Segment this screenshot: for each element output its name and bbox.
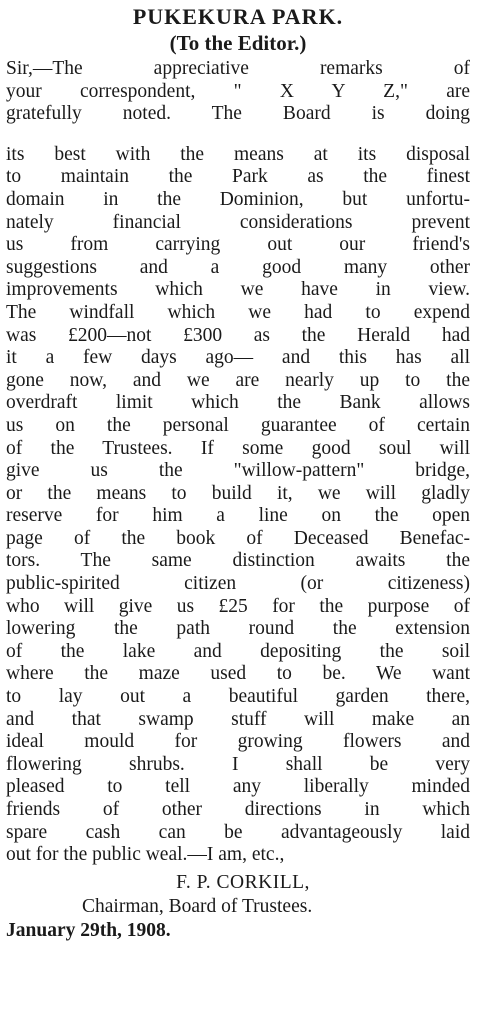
text-line: friends of other directions in which — [6, 799, 470, 820]
headline: PUKEKURA PARK. — [132, 4, 344, 29]
text-line: public-spirited citizen (or citizeness) — [6, 573, 470, 595]
column-break — [6, 126, 470, 144]
signature-title: Chairman, Board of Trustees. — [82, 895, 313, 917]
text-line: to maintain the Park as the finest — [6, 166, 470, 188]
text-line: flowering shrubs. I shall be very — [6, 753, 470, 775]
text-line: of the lake and depositing the soil — [6, 640, 470, 662]
text-line: and that swamp stuff will make an — [6, 708, 470, 730]
text-line: gratefully noted. The Board is doing — [6, 103, 470, 125]
text-line: where the maze used to be. We want — [6, 663, 470, 685]
text-line: lowering the path round the extension — [6, 618, 470, 640]
text-line: ideal mould for growing flowers and — [6, 731, 470, 753]
text-line: was £200—not £300 as the Herald had — [6, 324, 470, 346]
text-line: your correspondent, " X Y Z," are — [6, 80, 470, 102]
text-line: nately financial considerations prevent — [6, 211, 470, 233]
text-line: us from carrying out our friend's — [6, 234, 470, 256]
subheadline: (To the Editor.) — [169, 31, 307, 55]
text-line: domain in the Dominion, but unfortu- — [6, 188, 470, 210]
text-line: gone now, and we are nearly up to the — [6, 369, 470, 391]
text-line: spare cash can be advantageously laid — [6, 821, 470, 843]
text-line: tors. The same distinction awaits the — [6, 550, 470, 572]
letter-body-second-block — [6, 144, 470, 867]
text-line: out for the public weal.—I am, etc., — [6, 844, 285, 866]
text-line: overdraft limit which the Bank allows — [6, 392, 470, 414]
text-line: Sir,—The appreciative remarks of — [6, 58, 470, 79]
text-line: page of the book of Deceased Benefac- — [6, 527, 470, 549]
text-line: The windfall which we had to expend — [6, 301, 470, 323]
text-line: improvements which we have in view. — [6, 279, 470, 301]
text-line: its best with the means at its disposal — [6, 143, 470, 165]
text-line: of the Trustees. If some good soul will — [6, 437, 470, 459]
text-line: suggestions and a good many other — [6, 256, 470, 278]
text-line: it a few days ago— and this has all — [6, 347, 470, 369]
text-line: reserve for him a line on the open — [6, 505, 470, 527]
signature-name: F. P. CORKILL, — [176, 871, 310, 893]
letter-date: January 29th, 1908. — [6, 919, 171, 941]
text-line: who will give us £25 for the purpose of — [6, 595, 470, 617]
letter-body-first-block — [6, 58, 470, 126]
text-line: or the means to build it, we will gladly — [6, 482, 470, 504]
text-line: us on the personal guarantee of certain — [6, 414, 470, 436]
text-line: pleased to tell any liberally minded — [6, 776, 470, 798]
text-line: to lay out a beautiful garden there, — [6, 686, 470, 708]
text-line: give us the "willow-pattern" bridge, — [6, 460, 470, 482]
